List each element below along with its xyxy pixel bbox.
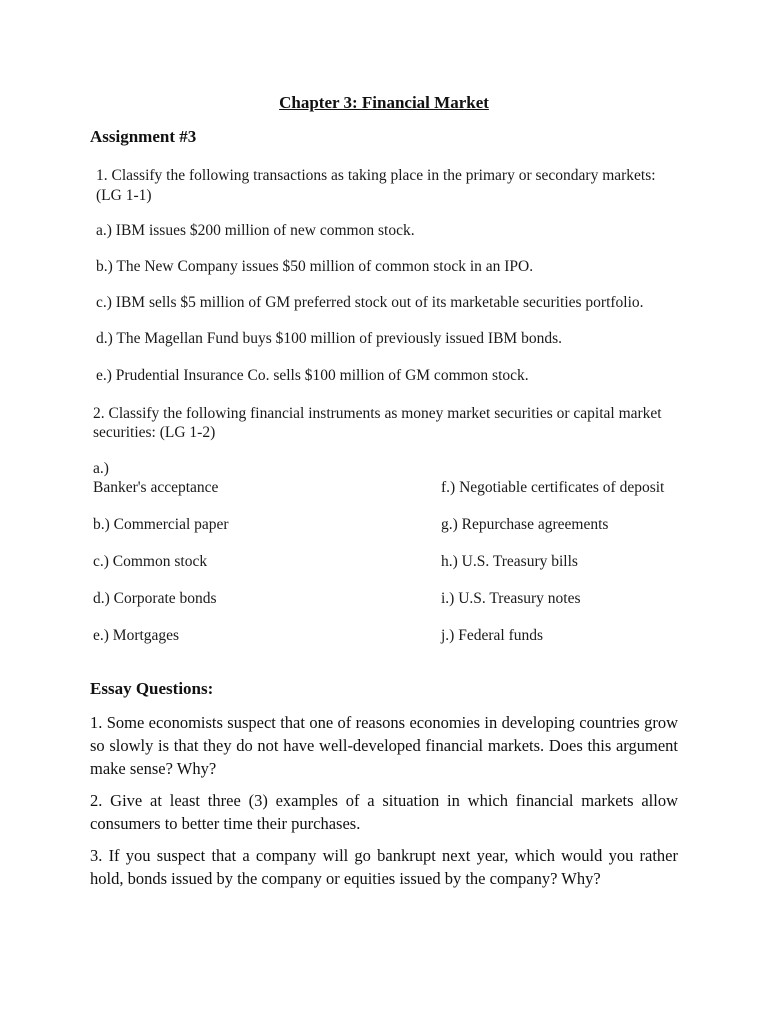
essay-question-3: 3. If you suspect that a company will go bankrupt next year, which would you rather hold, bonds issued by the company or equities issued by the company? Why? — [90, 846, 678, 888]
question-1-item-c: c.) IBM sells $5 million of GM preferred stock out of its marketable securities portfolio. — [96, 294, 644, 311]
instrument-d: d.) Corporate bonds — [93, 590, 217, 607]
assignment-heading: Assignment #3 — [90, 127, 197, 146]
instrument-c: c.) Common stock — [93, 553, 208, 570]
instrument-j: j.) Federal funds — [441, 627, 544, 644]
instrument-h: h.) U.S. Treasury bills — [441, 553, 578, 570]
question-1-item-d: d.) The Magellan Fund buys $100 million of previously issued IBM bonds. — [96, 330, 562, 347]
instrument-f: f.) Negotiable certificates of deposit — [441, 479, 665, 496]
instrument-a-text: Banker's acceptance — [93, 479, 219, 496]
essay-question-2: 2. Give at least three (3) examples of a situation in which financial markets allow consumers to better time their purchases. — [90, 791, 678, 833]
question-1-item-b: b.) The New Company issues $50 million of common stock in an IPO. — [96, 258, 534, 275]
instrument-i: i.) U.S. Treasury notes — [441, 590, 581, 607]
instrument-g: g.) Repurchase agreements — [441, 516, 609, 533]
question-2-prompt: 2. Classify the following financial instruments as money market securities or capital market securities: (LG 1-2) — [93, 405, 662, 441]
essay-heading: Essay Questions: — [90, 679, 214, 698]
instrument-a-label: a.) — [93, 460, 109, 477]
instrument-b: b.) Commercial paper — [93, 516, 229, 533]
question-1-item-a: a.) IBM issues $200 million of new common stock. — [96, 222, 415, 239]
page-title: Chapter 3: Financial Market — [279, 93, 489, 112]
instrument-e: e.) Mortgages — [93, 627, 180, 644]
essay-question-1: 1. Some economists suspect that one of reasons economies in developing countries grow so slowly is that they do not have well-developed financial markets. Does this argument make sense? Why? — [90, 713, 678, 778]
question-1-prompt: 1. Classify the following transactions as taking place in the primary or secondary markets: (LG 1-1) — [96, 167, 656, 204]
question-1-item-e: e.) Prudential Insurance Co. sells $100 million of GM common stock. — [96, 367, 529, 384]
